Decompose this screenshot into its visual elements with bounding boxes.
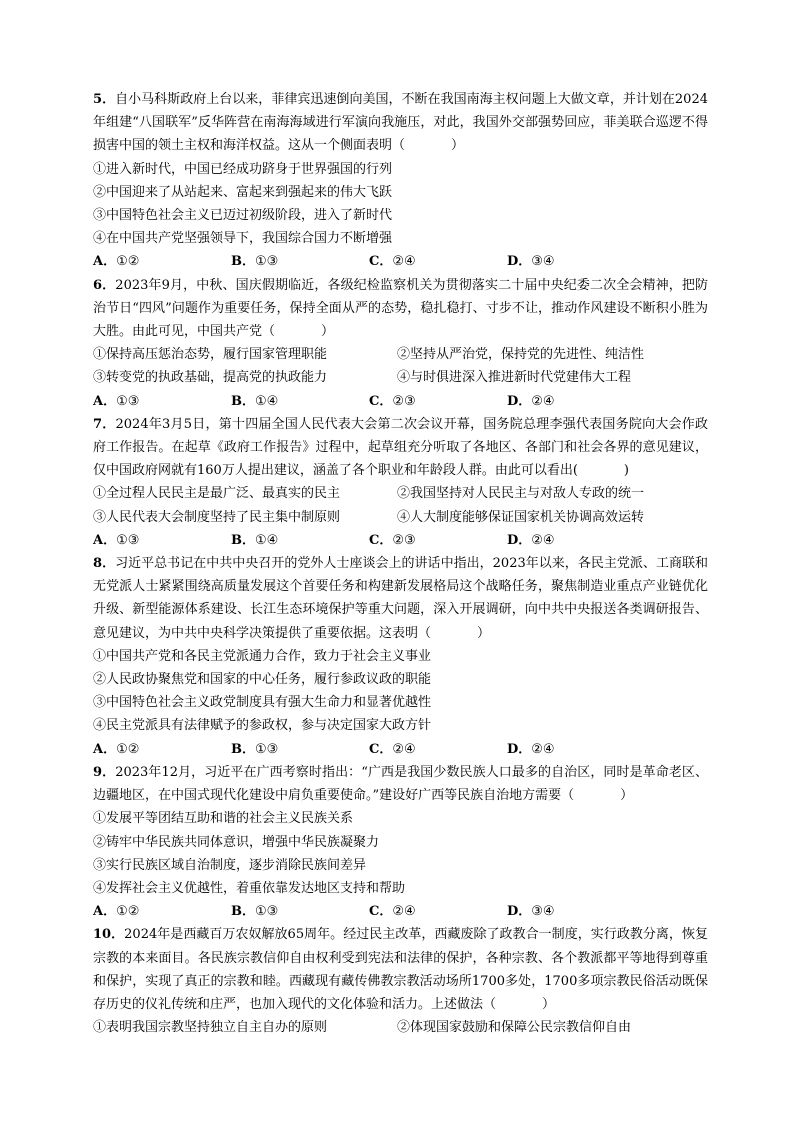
question-6 [93,274,708,413]
answer-d[interactable]: D．②④ [507,532,555,548]
option-row [93,366,708,389]
answer-c[interactable]: C．②③ [369,532,416,548]
option-4: ④发挥社会主义优越性，着重依靠发达地区支持和帮助 [93,880,406,896]
option-1: ①进入新时代，中国已经成功跻身于世界强国的行列 [93,161,393,177]
question-5 [93,88,708,274]
answer-choices [93,900,708,923]
option-row [93,506,708,529]
answer-b[interactable]: B．①④ [231,532,279,548]
option-4: ④民主党派具有法律赋予的参政权，参与决定国家大政方针 [93,718,432,734]
question-number: 9． [93,764,116,780]
answer-d[interactable]: D．③④ [507,904,555,920]
option-2: ②坚持从严治党，保持党的先进性、纯洁性 [397,347,645,363]
answer-a[interactable]: A．①③ [93,532,140,548]
option-row [93,1016,708,1039]
option-2: ②体现国家鼓励和保障公民宗教信仰自由 [397,1020,632,1036]
question-7 [93,413,708,552]
option-3: ③转变党的执政基础，提高党的执政能力 [93,370,328,386]
option-2: ②中国迎来了从站起来、富起来到强起来的伟大飞跃 [93,184,393,200]
option-2: ②人民政协聚焦党和国家的中心任务，履行参政议政的职能 [93,672,432,688]
option-3: ③人民代表大会制度坚持了民主集中制原则 [93,509,341,525]
answer-d[interactable]: D．②④ [507,393,555,409]
answer-a[interactable]: A．①② [93,904,140,920]
option-3: ③中国特色社会主义已迈过初级阶段，进入了新时代 [93,208,393,224]
option-1: ①表明我国宗教坚持独立自主自办的原则 [93,1020,328,1036]
answer-b[interactable]: B．①③ [231,741,279,757]
answer-d[interactable]: D．②④ [507,741,555,757]
answer-c[interactable]: C．②④ [369,904,416,920]
exam-page [93,88,708,1039]
question-number: 8． [93,556,116,572]
option-2: ②铸牢中华民族共同体意识，增强中华民族凝聚力 [93,834,380,850]
question-stem: 8．习近平总书记在中共中央召开的党外人士座谈会上的讲话中指出，2023年以来，各民主党派、工商联和无党派人士紧紧围绕高质量发展这个首要任务和构建新发展格局这个战略任务，聚焦制造业重点产业链优化升级、新型能源体系建设、长江生态环境保护等重大问题，深入开展调研，向中共中央报送各类调研报告、意见建议，为中共中央科学决策提供了重要依据。这表明（ ） [93,556,708,641]
option-2: ②我国坚持对人民民主与对敌人专政的统一 [397,486,645,502]
option-4: ④与时俱进深入推进新时代党建伟大工程 [397,370,632,386]
answer-choices [93,529,708,552]
answer-c[interactable]: C．②④ [369,254,416,270]
answer-b[interactable]: B．①④ [231,393,279,409]
option-1: ①发展平等团结互助和谐的社会主义民族关系 [93,811,354,827]
answer-a[interactable]: A．①② [93,254,140,270]
question-8 [93,552,708,761]
answer-c[interactable]: C．②④ [369,741,416,757]
question-number: 10． [93,927,125,943]
question-number: 7． [93,416,116,432]
answer-a[interactable]: A．①② [93,741,140,757]
question-stem: 9．2023年12月，习近平在广西考察时指出：“广西是我国少数民族人口最多的自治区，同时是革命老区、边疆地区，在中国式现代化建设中肩负重要使命。”建设好广西等民族自治地方需要（ ） [93,764,708,804]
option-4: ④人大制度能够保证国家机关协调高效运转 [397,509,645,525]
option-row [93,482,708,505]
question-stem: 10．2024年是西藏百万农奴解放65周年。经过民主改革，西藏废除了政教合一制度，实行政教分离，恢复宗教的本来面目。各民族宗教信仰自由权利受到宪法和法律的保护，各种宗教、各个教派都平等地得到尊重和保护，实现了真正的宗教和睦。西藏现有藏传佛教宗教活动场所1700多处，1700多项宗教民俗活动既保存历史的仪礼传统和庄严，也加入现代的文化体验和活力。上述做法（ ） [93,927,708,1012]
question-10 [93,923,708,1039]
question-stem: 6．2023年9月，中秋、国庆假期临近，各级纪检监察机关为贯彻落实二十届中央纪委二次全会精神，把防治节日“四风”问题作为重要任务，保持全面从严的态势，稳扎稳打、寸步不让，推动作风建设不断积小胜为大胜。由此可见，中国共产党（ ） [93,277,708,340]
answer-b[interactable]: B．①③ [231,904,279,920]
answer-choices [93,250,708,273]
answer-c[interactable]: C．②③ [369,393,416,409]
option-1: ①全过程人民民主是最广泛、最真实的民主 [93,486,341,502]
answer-choices [93,738,708,761]
option-1: ①保持高压惩治态势，履行国家管理职能 [93,347,328,363]
question-number: 6． [93,277,116,293]
answer-d[interactable]: D．③④ [507,254,555,270]
question-number: 5． [93,92,116,107]
option-row [93,343,708,366]
question-9 [93,761,708,923]
option-3: ③中国特色社会主义政党制度具有强大生命力和显著优越性 [93,695,432,711]
answer-choices [93,390,708,413]
option-3: ③实行民族区域自治制度，逐步消除民族间差异 [93,857,367,873]
question-stem: 7．2024年3月5日，第十四届全国人民代表大会第二次会议开幕，国务院总理李强代表国务院向大会作政府工作报告。在起草《政府工作报告》过程中，起草组充分听取了各地区、各部门和社会各界的意见建议，仅中国政府网就有160万人提出建议，涵盖了各个职业和年龄段人群。由此可以看出( ) [93,416,708,479]
option-4: ④在中国共产党坚强领导下，我国综合国力不断增强 [93,231,393,247]
answer-a[interactable]: A．①③ [93,393,140,409]
answer-b[interactable]: B．①③ [231,254,279,270]
question-stem: 5．自小马科斯政府上台以来，菲律宾迅速倒向美国，不断在我国南海主权问题上大做文章，并计划在2024年组建“八国联军”反华阵营在南海海域进行军演向我施压，对此，我国外交部强势回应，菲美联合巡逻不得损害中国的领土主权和海洋权益。这从一个侧面表明（ ） [93,92,708,154]
option-1: ①中国共产党和各民主党派通力合作，致力于社会主义事业 [93,648,432,664]
